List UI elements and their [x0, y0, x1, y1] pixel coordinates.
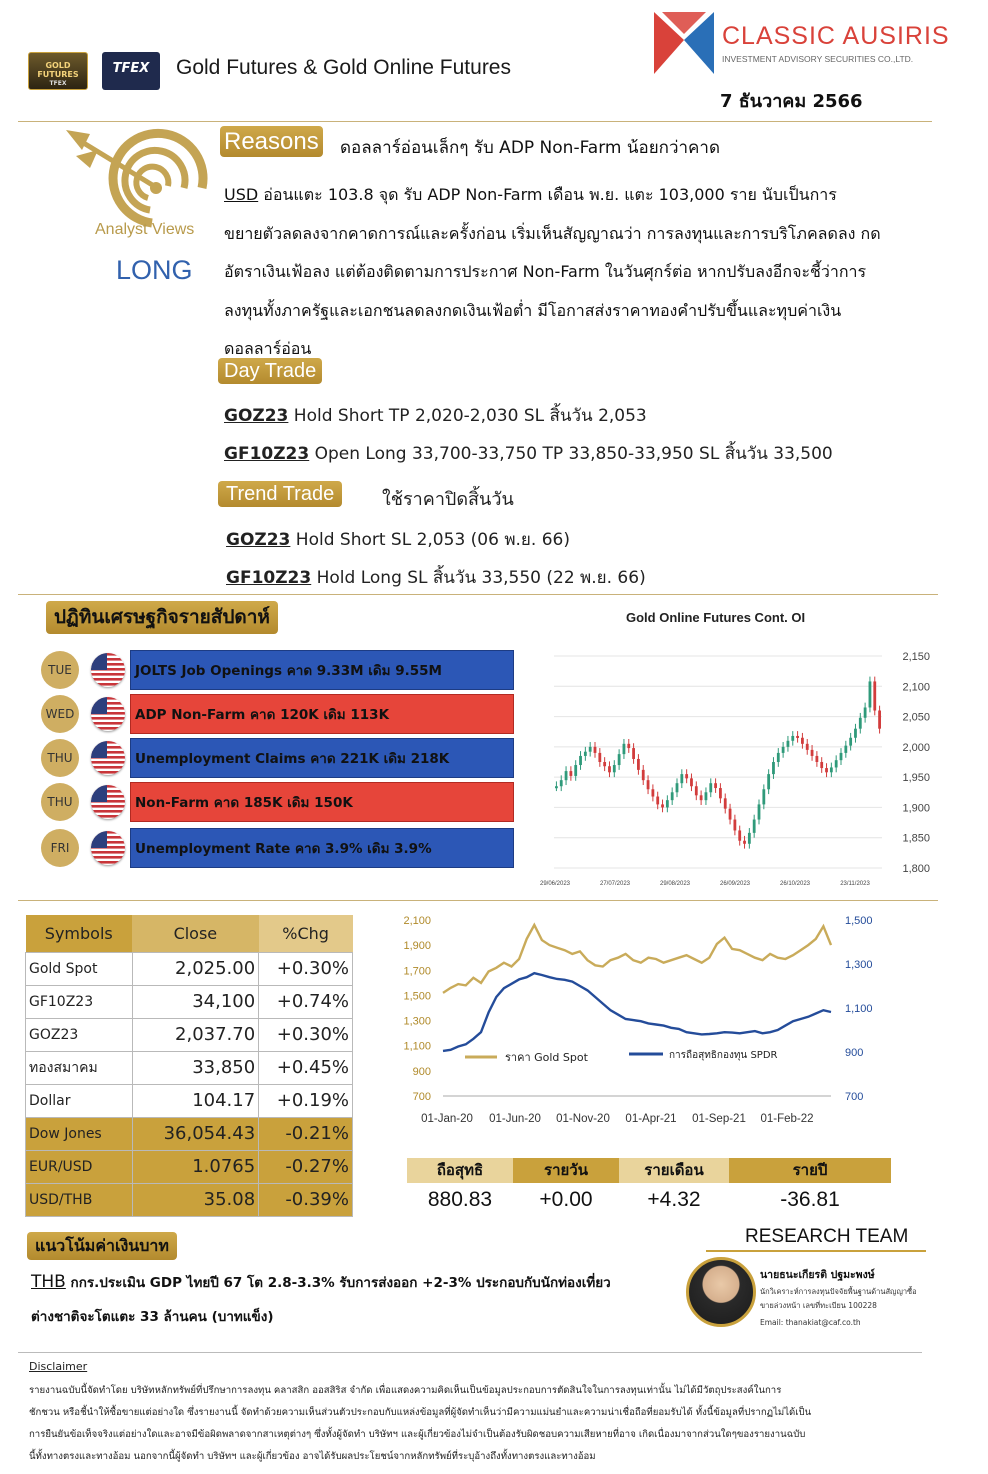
- symbol-close: 2,025.00: [132, 952, 259, 985]
- y-tick-label: 1,950: [902, 772, 930, 785]
- candle-body: [782, 747, 785, 753]
- candle-body: [637, 759, 640, 770]
- avatar: [686, 1257, 756, 1327]
- y-right-tick-label: 900: [845, 1047, 864, 1059]
- candle-body: [598, 753, 601, 762]
- us-flag-icon: [91, 785, 125, 819]
- candle-body: [603, 762, 606, 766]
- candle-body: [878, 711, 881, 729]
- table-row: [26, 1051, 353, 1084]
- x-tick-label: 01-Apr-21: [625, 1113, 677, 1125]
- symbol-close: 33,850: [132, 1051, 259, 1084]
- section-divider: [18, 1352, 922, 1353]
- symbol-name: GF10Z23: [26, 985, 133, 1018]
- candle-body: [820, 762, 823, 768]
- candle-body: [594, 747, 597, 753]
- x-tick-label: 29/08/2023: [659, 881, 691, 887]
- candle-body: [627, 744, 630, 748]
- candle-body: [791, 736, 794, 741]
- calendar-day-badge: TUE: [41, 651, 79, 689]
- candle-body: [666, 800, 669, 807]
- candle-body: [714, 783, 717, 788]
- symbol-change: +0.45%: [259, 1051, 353, 1084]
- day-trade-item: GF10Z23 Open Long 33,700-33,750 TP 33,850-33,950 SL สิ้นวัน 33,500: [224, 444, 833, 464]
- candle-body: [733, 820, 736, 831]
- brand-subtitle: INVESTMENT ADVISORY SECURITIES CO.,LTD.: [722, 54, 914, 64]
- candle-body: [743, 841, 746, 844]
- candle-body: [700, 795, 703, 800]
- candle-body: [642, 770, 645, 780]
- y-tick-label: 2,150: [902, 651, 930, 663]
- candle-body: [864, 707, 867, 717]
- calendar-day-badge: FRI: [41, 829, 79, 867]
- header-divider: [18, 121, 932, 122]
- gold-spdr-chart: [395, 908, 885, 1133]
- table-row: [26, 1183, 353, 1216]
- spdr-header: รายเดือน: [619, 1158, 729, 1183]
- candle-body: [680, 774, 683, 783]
- symbol-name: Dow Jones: [26, 1117, 133, 1150]
- symbol-change: +0.30%: [259, 1018, 353, 1051]
- candle-body: [632, 748, 635, 759]
- candle-body: [840, 753, 843, 760]
- report-date: 7 ธันวาคม 2566: [720, 91, 863, 112]
- candle-body: [815, 756, 818, 762]
- spdr-value: 880.83: [427, 1188, 493, 1211]
- spdr-value: -36.81: [780, 1188, 840, 1211]
- candle-body: [656, 797, 659, 805]
- candle-body: [589, 747, 592, 752]
- candle-body: [787, 741, 790, 747]
- us-flag-icon: [91, 653, 125, 687]
- calendar-day-badge: THU: [41, 739, 79, 777]
- symbol-name: Dollar: [26, 1084, 133, 1117]
- candle-body: [651, 789, 654, 796]
- candle-body: [758, 804, 761, 819]
- y-tick-label: 2,000: [902, 741, 930, 754]
- analyst-views-label: Analyst Views: [95, 221, 195, 238]
- oi-chart: [530, 640, 940, 890]
- y-left-tick-label: 900: [412, 1065, 431, 1078]
- candle-body: [623, 744, 626, 754]
- symbol-change: -0.27%: [259, 1150, 353, 1183]
- symbol-change: +0.30%: [259, 952, 353, 985]
- candle-body: [835, 760, 838, 767]
- calendar-event: Unemployment Rate คาด 3.9% เดิม 3.9%: [130, 828, 514, 868]
- candle-body: [830, 767, 833, 772]
- trend-trade-item: GF10Z23 Hold Long SL สิ้นวัน 33,550 (22 พ.ย. 66): [226, 568, 646, 588]
- table-row: [26, 985, 353, 1018]
- y-left-tick-label: 700: [412, 1091, 431, 1103]
- calendar-event: JOLTS Job Openings คาด 9.33M เดิม 9.55M: [130, 650, 514, 690]
- candle-body: [753, 820, 756, 833]
- tfex-logo: TFEX: [102, 52, 160, 90]
- candle-body: [618, 754, 621, 765]
- candle-body: [801, 738, 804, 744]
- candle-body: [705, 792, 708, 800]
- spdr-value: +4.32: [647, 1188, 701, 1211]
- thb-ticker: THB: [31, 1272, 66, 1292]
- x-tick-label: 29/06/2023: [539, 881, 571, 887]
- calendar-day-badge: WED: [41, 695, 79, 733]
- table-row: [26, 952, 353, 985]
- legend-label: การถือสุทธิกองทุน SPDR: [669, 1050, 778, 1061]
- oi-chart-title: Gold Online Futures Cont. OI: [626, 610, 806, 625]
- calendar-event: ADP Non-Farm คาด 120K เดิม 113K: [130, 694, 514, 734]
- us-flag-icon: [91, 831, 125, 865]
- y-tick-label: 1,850: [902, 832, 930, 845]
- target-arrow-icon: [62, 128, 212, 228]
- y-right-tick-label: 1,100: [845, 1003, 873, 1015]
- candle-body: [724, 798, 727, 808]
- symbols-table: [25, 915, 353, 1217]
- symbol-close: 2,037.70: [132, 1018, 259, 1051]
- analyst-license: ขายล่วงหน้า เลขที่ทะเบียน 100228: [760, 1301, 877, 1310]
- candle-body: [709, 783, 712, 792]
- trend-trade-label: Trend Trade: [218, 481, 342, 507]
- disclaimer-text: รายงานฉบับนี้จัดทำโดย บริษัทหลักทรัพย์ที่ปรึกษาการลงทุน คลาสสิก ออสสิริส จำกัด เพื่อแสดงความคิดเห็นเป็นข้อมูลประกอบการตัดสินใจในการลงทุนเท่านั้น ไม่ได้มีวัตถุประสงค์ในการ ชักชวน หรือชี้นำให้ซื้อขายแต่อย่างใด ซึ่งรายงานนี้ จัดทำด้วยความเห็นส่วนตัวประกอบกับแหล่งข้อมูลที่ผู้จัดทำเห็นว่ามีความแม่นยำและความน่าเชื่อถือที่ยอมรับได้ ทั้งนี้ข้อมูลที่ปรากฏไม่ได้เป็น การยืนยันข้อเท็จจริงแต่อย่างใดและอาจมีข้อผิดพลาดจากสาเหตุต่างๆ ซึ่งทั้งผู้จัดทำ บริษัทฯ และผู้เกี่ยวข้องไม่จำเป็นต้องรับผิดชอบความเสียหายที่อาจ เกิดเนื่องมาจากส่วนใดๆของรายงานฉบับ นี้ทั้งทางตรงและทางอ้อม นอกจากนี้ผู้จัดทำ บริษัทฯ และผู้เกี่ยวข้อง อาจได้รับผลประโยชน์จากหลักทรัพย์ที่ระบุอ้างถึงทั้งทางตรงและทางอ้อม: [29, 1385, 812, 1462]
- y-tick-label: 2,100: [902, 681, 930, 694]
- candle-body: [719, 788, 722, 798]
- y-right-tick-label: 700: [845, 1091, 864, 1103]
- symbol-name: Gold Spot: [26, 952, 133, 985]
- symbol-name: ทองสมาคม: [26, 1051, 133, 1084]
- candle-body: [767, 774, 770, 789]
- y-right-tick-label: 1,300: [845, 959, 873, 971]
- symbol-name: GOZ23: [26, 1018, 133, 1051]
- candle-body: [584, 752, 587, 756]
- candle-body: [849, 738, 852, 746]
- candle-body: [873, 681, 876, 710]
- candle-body: [647, 780, 650, 789]
- candle-body: [685, 774, 688, 778]
- candle-body: [695, 786, 698, 795]
- symbol-close: 35.08: [132, 1183, 259, 1216]
- x-tick-label: 01-Jun-20: [489, 1113, 541, 1125]
- candle-body: [671, 792, 674, 800]
- disclaimer-label: Disclaimer: [29, 1360, 88, 1373]
- candle-body: [569, 771, 572, 776]
- candle-body: [608, 766, 611, 772]
- y-left-tick-label: 1,700: [403, 965, 431, 978]
- symbol-close: 36,054.43: [132, 1117, 259, 1150]
- candle-body: [777, 753, 780, 762]
- calendar-event: Unemployment Claims คาด 221K เดิม 218K: [130, 738, 514, 778]
- table-row: [26, 1117, 353, 1150]
- candle-body: [772, 762, 775, 774]
- y-tick-label: 2,050: [902, 711, 930, 724]
- candle-body: [579, 756, 582, 765]
- candle-body: [844, 746, 847, 753]
- x-tick-label: 26/09/2023: [719, 881, 751, 887]
- candle-body: [555, 786, 558, 788]
- analyst-view-signal: LONG: [116, 255, 193, 285]
- series-line-1: [443, 973, 831, 1051]
- y-left-tick-label: 1,900: [403, 940, 431, 953]
- spdr-header: ถือสุทธิ: [407, 1158, 513, 1183]
- trend-trade-note: ใช้ราคาปิดสิ้นวัน: [382, 489, 514, 510]
- reasons-label: Reasons: [220, 126, 323, 157]
- symbol-change: +0.19%: [259, 1084, 353, 1117]
- reasons-headline: ดอลลาร์อ่อนเล็กๆ รับ ADP Non-Farm น้อยกว่าคาด: [340, 138, 721, 158]
- y-left-tick-label: 1,500: [403, 990, 431, 1003]
- table-row: [26, 1084, 353, 1117]
- candle-body: [859, 718, 862, 729]
- spdr-header: รายวัน: [513, 1158, 619, 1183]
- section-divider: [18, 900, 938, 901]
- classic-ausiris-logo-mark: [654, 12, 714, 74]
- spdr-header: รายปี: [729, 1158, 891, 1183]
- candle-body: [560, 780, 563, 786]
- candle-body: [729, 809, 732, 820]
- x-tick-label: 26/10/2023: [779, 881, 811, 887]
- research-team-title: RESEARCH TEAM: [745, 1226, 909, 1247]
- us-flag-icon: [91, 697, 125, 731]
- y-left-tick-label: 2,100: [403, 915, 431, 927]
- symbol-name: EUR/USD: [26, 1150, 133, 1183]
- page-title: Gold Futures & Gold Online Futures: [176, 56, 511, 79]
- calendar-title: ปฏิทินเศรษฐกิจรายสัปดาห์: [46, 601, 278, 634]
- usd-ticker: USD: [224, 185, 259, 204]
- y-tick-label: 1,800: [902, 863, 930, 875]
- series-line-0: [443, 925, 831, 993]
- spdr-value: +0.00: [539, 1188, 593, 1211]
- y-left-tick-label: 1,300: [403, 1015, 431, 1028]
- calendar-event: Non-Farm คาด 185K เดิม 150K: [130, 782, 514, 822]
- y-left-tick-label: 1,100: [403, 1040, 431, 1053]
- day-trade-label: Day Trade: [218, 358, 322, 384]
- table-row: [26, 1018, 353, 1051]
- candle-body: [613, 765, 616, 772]
- analyst-email[interactable]: Email: thanakiat@caf.co.th: [760, 1318, 861, 1327]
- legend-label: ราคา Gold Spot: [505, 1051, 588, 1064]
- calendar-day-badge: THU: [41, 783, 79, 821]
- candle-body: [869, 681, 872, 707]
- candle-body: [738, 830, 741, 840]
- x-tick-label: 23/11/2023: [840, 881, 870, 887]
- x-tick-label: 01-Jan-20: [421, 1113, 473, 1125]
- x-tick-label: 01-Sep-21: [692, 1113, 746, 1125]
- x-tick-label: 27/07/2023: [599, 881, 631, 887]
- symbol-change: +0.74%: [259, 985, 353, 1018]
- baht-outlook-title: แนวโน้มค่าเงินบาท: [27, 1232, 177, 1260]
- y-tick-label: 1,900: [902, 802, 930, 815]
- analyst-role: นักวิเคราะห์การลงทุนปัจจัยพื้นฐานด้านสัญญาซื้อ: [760, 1287, 917, 1296]
- reasons-body: USD อ่อนแตะ 103.8 จุด รับ ADP Non-Farm เดือน พ.ย. แตะ 103,000 ราย นับเป็นการ ขยายตัวลดลงจากคาดการณ์และครั้งก่อน เริ่มเห็นสัญญาณว่า การลงทุนและการบริโภคลดลง กด อัตราเงินเฟ้อลง แต่ต้องติดตามการประกาศ Non-Farm ในวันศุกร์ต่อ หากปรับลงอีกจะชี้ว่าการ ลงทุนทั้งภาครัฐและเอกชนลดลงกดเงินเฟ้อต่ำ มีโอกาสส่งราคาทองคำปรับขึ้นและทุบค่าเงิน ดอลลาร์อ่อน: [224, 185, 881, 358]
- brand-name: CLASSIC AUSIRIS: [722, 22, 950, 50]
- symbol-close: 104.17: [132, 1084, 259, 1117]
- symbol-close: 34,100: [132, 985, 259, 1018]
- candle-body: [811, 750, 814, 756]
- research-team-underline: [706, 1250, 926, 1252]
- spdr-holdings-table: [407, 1158, 891, 1216]
- y-right-tick-label: 1,500: [845, 915, 873, 927]
- candle-body: [762, 789, 765, 804]
- candle-body: [748, 833, 751, 844]
- symbol-change: -0.21%: [259, 1117, 353, 1150]
- candle-body: [690, 778, 693, 786]
- candle-body: [565, 771, 568, 780]
- candle-body: [676, 783, 679, 792]
- candle-body: [825, 768, 828, 772]
- table-row: [26, 1150, 353, 1183]
- candle-body: [574, 765, 577, 776]
- day-trade-item: GOZ23 Hold Short TP 2,020-2,030 SL สิ้นวัน 2,053: [224, 406, 647, 426]
- baht-outlook-body: THB กกร.ประเมิน GDP ไทยปี 67 โต 2.8-3.3% รับการส่งออก +2-3% ประกอบกับนักท่องเที่ยว ต่างชาติจะโตแตะ 33 ล้านคน (บาทแข็ง): [31, 1272, 611, 1325]
- candle-body: [661, 804, 664, 807]
- symbol-close: 1.0765: [132, 1150, 259, 1183]
- x-tick-label: 01-Feb-22: [760, 1113, 814, 1125]
- candle-body: [854, 729, 857, 738]
- symbol-name: USD/THB: [26, 1183, 133, 1216]
- us-flag-icon: [91, 741, 125, 775]
- x-tick-label: 01-Nov-20: [556, 1113, 610, 1125]
- candle-body: [806, 744, 809, 750]
- section-divider: [18, 594, 938, 595]
- analyst-name: นายธนะเกียรติ ปฐมะพงษ์: [760, 1269, 875, 1281]
- symbol-change: -0.39%: [259, 1183, 353, 1216]
- trend-trade-item: GOZ23 Hold Short SL 2,053 (06 พ.ย. 66): [226, 530, 570, 550]
- gold-futures-logo: GOLD FUTURES TFEX: [28, 52, 88, 90]
- candle-body: [796, 736, 799, 738]
- symbols-table-header: Symbols Close %Chg: [26, 915, 353, 952]
